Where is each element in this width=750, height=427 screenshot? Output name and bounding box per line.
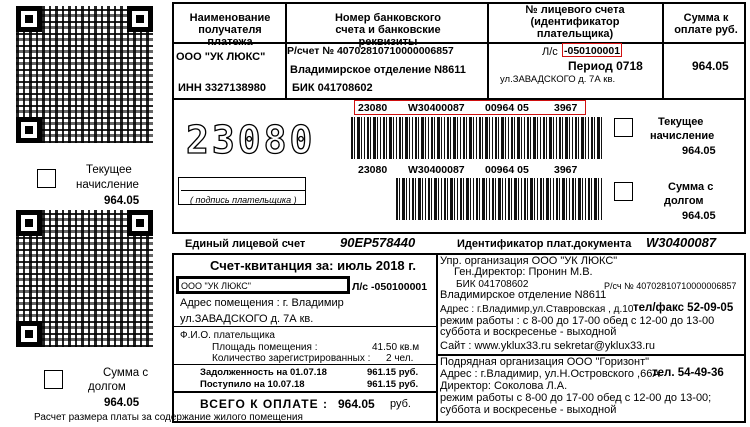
contractor-line1: Подрядная организация ООО "Горизонт": [440, 356, 650, 368]
col-divider-2: [487, 2, 489, 98]
recipient-inn: ИНН 3327138980: [178, 82, 267, 94]
footer-text: Расчет размера платы за содержание жилого помещения: [34, 412, 303, 423]
contractor-director: Директор: Соколова Л.А.: [440, 380, 568, 392]
contractor-hours1: режим работы с 8-00 до 17-00 обед с 12-00 до 13-00;: [440, 392, 712, 404]
bank-account: Р/счет № 40702810710000006857: [287, 45, 454, 57]
org-bik: БИК 041708602: [456, 279, 529, 290]
bank-branch: Владимирское отделение N8611: [290, 64, 466, 76]
sum-divider: [172, 391, 436, 393]
barcode-line1-part4: 3967: [554, 102, 578, 114]
left-check2-label2: долгом: [88, 381, 126, 393]
right-check2-label1: Сумма с: [668, 181, 714, 193]
header-recipient: Наименование получателя платежа: [189, 12, 271, 48]
amount-due: 964.05: [692, 59, 729, 73]
right-check1-amount: 964.05: [682, 145, 716, 157]
residents-label: Количество зарегистрированных :: [212, 353, 371, 364]
barcode-line2-part2: W30400087: [408, 164, 465, 176]
left-check2-label1: Сумма с: [103, 367, 149, 379]
org-site: Сайт : www.yklux33.ru sekretar@yklux33.ru: [440, 340, 656, 352]
org-line1: Упр. организация ООО "УК ЛЮКС": [440, 255, 618, 267]
current-charge-checkbox[interactable]: [614, 118, 633, 137]
recipient-name: ООО "УК ЛЮКС": [176, 51, 266, 63]
total-label: ВСЕГО К ОПЛАТЕ :: [200, 397, 328, 411]
barcode-line1-part1: 23080: [358, 102, 388, 114]
payer-name: ООО "УК ЛЮКС": [181, 281, 251, 291]
left-check1-label2: начисление: [76, 179, 139, 191]
left-check2-amount: 964.05: [104, 397, 140, 409]
org-hours2: суббота и воскресенье - выходной: [440, 326, 617, 338]
right-check1-label1: Текущее: [658, 116, 704, 128]
total-value: 964.05: [338, 397, 375, 411]
period: Период 0718: [568, 59, 643, 73]
current-charge-checkbox-left[interactable]: [37, 169, 56, 188]
single-account-value: 90EP578440: [340, 235, 416, 250]
org-branch: Владимирское отделение N8611: [440, 289, 607, 301]
address-line1: Адрес помещения : г. Владимир: [180, 297, 344, 309]
area-label: Площадь помещения :: [212, 342, 318, 353]
left-check1-amount: 964.05: [104, 195, 140, 207]
residents-value: 2 чел.: [386, 353, 414, 364]
paid-value: 961.15 руб.: [367, 379, 419, 390]
right-check2-amount: 964.05: [682, 210, 716, 222]
debt-sum-checkbox-left[interactable]: [44, 370, 63, 389]
right-check2-label2: долгом: [664, 195, 704, 207]
right-check1-label2: начисление: [650, 130, 715, 142]
qr-code-bottom: [16, 210, 153, 347]
barcode-line2-part4: 3967: [554, 164, 578, 176]
total-unit: руб.: [390, 398, 411, 410]
doc-id-value: W30400087: [646, 235, 717, 250]
ls-value: -050100001: [564, 45, 621, 57]
account-address: ул.ЗАВАДСКОГО д. 7А кв.: [500, 74, 616, 85]
bank-bik: БИК 041708602: [292, 82, 373, 94]
org-hours1: режим работы : с 8-00 до 17-00 обед с 12-00 до 13-00: [440, 315, 715, 327]
barcode-line2-part3: 00964 05: [485, 164, 529, 176]
fio-label: Ф.И.О. плательщика: [180, 330, 275, 341]
col-divider-3: [662, 2, 664, 98]
barcode-line1-part3: 00964 05: [485, 102, 529, 114]
qr-code-top: [16, 6, 153, 143]
qr-finder: [16, 321, 42, 347]
fio-divider: [172, 326, 436, 327]
left-check1-label1: Текущее: [86, 164, 132, 176]
barcode-line1-highlight: [354, 100, 586, 115]
area-value: 41.50 кв.м: [372, 342, 420, 353]
invoice-vertical-divider: [436, 253, 438, 423]
debt-label: Задолженность на 01.07.18: [200, 367, 327, 378]
invoice-ls: Л/с -050100001: [352, 281, 428, 293]
paid-label: Поступило на 10.07.18: [200, 379, 305, 390]
address-line2: ул.ЗАВАДСКОГО д. 7А кв.: [180, 313, 314, 325]
barcode-bottom: [396, 178, 603, 220]
invoice-title: Счет-квитанция за: июль 2018 г.: [210, 258, 416, 273]
single-account-label: Единый лицевой счет: [185, 238, 306, 250]
barcode-top: [351, 117, 603, 159]
org-phone: тел/факс 52-09-05: [633, 302, 734, 314]
signature-caption: ( подпись плательщика ): [190, 195, 297, 205]
barcode-line1-part2: W30400087: [408, 102, 465, 114]
qr-finder: [16, 6, 42, 32]
org-line2: Ген.Директор: Пронин М.В.: [454, 266, 593, 278]
debt-sum-checkbox[interactable]: [614, 182, 633, 201]
ls-label: Л/с: [542, 46, 558, 58]
contractor-address: Адрес : г.Владимир, ул.Н.Островского ,66А: [440, 368, 660, 380]
org-address: Адрес : г.Владимир,ул.Ставровская , д.10: [440, 304, 634, 315]
header-account: № лицевого счета (идентификатор плательщика): [525, 4, 625, 40]
doc-id-label: Идентификатор плат.документа: [457, 238, 632, 250]
header-amount: Сумма к оплате руб.: [674, 12, 738, 36]
contractor-phone: тел. 54-49-36: [652, 367, 724, 379]
header-bank: Номер банковского счета и банковские реквизиты: [334, 12, 442, 48]
qr-finder: [127, 6, 153, 32]
org-account: Р/сч № 40702810710000006857: [604, 281, 737, 291]
debt-value: 961.15 руб.: [367, 367, 419, 378]
contractor-hours2: суббота и воскресенье - выходной: [440, 404, 617, 416]
qr-finder: [127, 210, 153, 236]
qr-finder: [16, 210, 42, 236]
barcode-line2-part1: 23080: [358, 164, 388, 176]
big-code: 23080: [186, 118, 316, 162]
qr-finder: [16, 117, 42, 143]
